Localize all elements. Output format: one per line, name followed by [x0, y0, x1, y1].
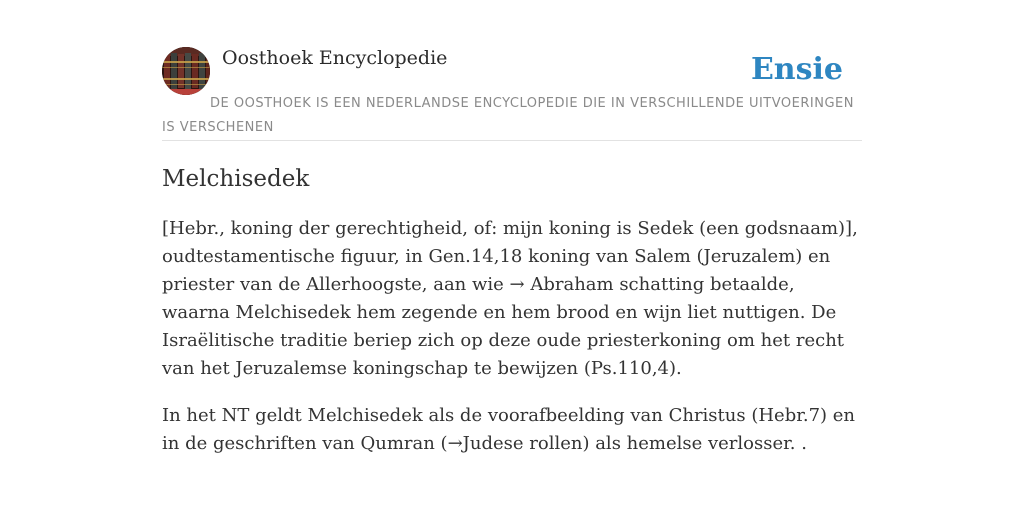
site-tagline: DE OOSTHOEK IS EEN NEDERLANDSE ENCYCLOPEDIE DIE IN VERSCHILLENDE UITVOERINGEN IS VERSCHENEN — [162, 96, 854, 135]
site-header — [162, 46, 862, 141]
site-name[interactable]: Oosthoek Encyclopedie — [222, 47, 448, 69]
article-paragraph: In het NT geldt Melchisedek als de voorafbeelding van Christus (Hebr.7) en in de geschriften van Qumran (→Judese rollen) als hemelse verlosser. . — [162, 405, 856, 454]
article-body — [162, 215, 862, 477]
book-spines-avatar-icon[interactable] — [162, 47, 210, 95]
ensie-logo-link[interactable]: Ensie — [750, 52, 843, 87]
article-title: Melchisedek — [162, 166, 310, 192]
article-paragraph: [Hebr., koning der gerechtigheid, of: mijn koning is Sedek (een godsnaam)], oudtestamentische figuur, in Gen.14,18 koning van Salem (Jeruzalem) en priester van de Allerhoogste, aan wie → Abraham schatting betaalde, waarna Melchisedek hem zegende en hem brood en wijn liet nuttigen. De Israëlitische traditie beriep zich op deze oude priesterkoning om het recht van het Jeruzalemse koningschap te bewijzen (Ps.110,4). — [162, 218, 858, 379]
